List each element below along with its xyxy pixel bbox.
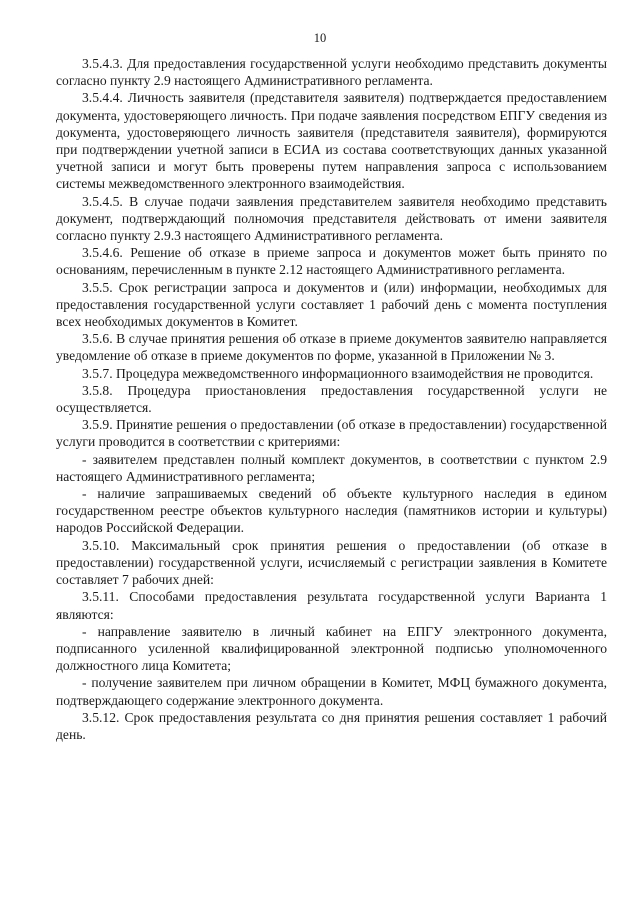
paragraph-3-5-4-3: 3.5.4.3. Для предоставления государственной услуги необходимо представить документы согласно пункту 2.9 настоящего Административного регламента. [56, 56, 607, 89]
criteria-list-item: - наличие запрашиваемых сведений об объекте культурного наследия в едином государственном реестре объектов культурного наследия (памятников истории и культуры) народов Российской Федерации. [56, 486, 607, 536]
paragraph-3-5-6: 3.5.6. В случае принятия решения об отказе в приеме документов заявителю направляется уведомление об отказе в приеме документов по форме, указанной в Приложении № 3. [56, 331, 607, 364]
result-method-list-item: - получение заявителем при личном обращении в Комитет, МФЦ бумажного документа, подтверждающего содержание электронного документа. [56, 675, 607, 708]
result-method-list-item: - направление заявителю в личный кабинет на ЕПГУ электронного документа, подписанного усиленной квалифицированной электронной подписью уполномоченного должностного лица Комитета; [56, 623, 607, 674]
paragraph-3-5-4-5: 3.5.4.5. В случае подачи заявления представителем заявителя необходимо представить документ, подтверждающий полномочия представителя действовать от имени заявителя согласно пункту 2.9.3 настоящего Административного регламента. [56, 193, 607, 244]
paragraph-3-5-10: 3.5.10. Максимальный срок принятия решения о предоставлении (об отказе в предоставлении) государственной услуги, исчисляемый с регистрации заявления в Комитете составляет 7 рабочих дней: [56, 537, 607, 588]
paragraph-3-5-4-4: 3.5.4.4. Личность заявителя (представителя заявителя) подтверждается предоставлением документа, удостоверяющего личность. При подаче заявления посредством ЕПГУ сведения из документа, удостоверяющего личность заявителя (представителя заявителя), формируются при подтверждении учетной записи в ЕСИА из состава соответствующих данных указанной учетной записи и могут быть проверены путем направления запроса с использованием системы межведомственного электронного взаимодействия. [56, 90, 607, 192]
paragraph-3-5-7: 3.5.7. Процедура межведомственного информационного взаимодействия не проводится. [82, 365, 594, 381]
paragraph-3-5-9: 3.5.9. Принятие решения о предоставлении (об отказе в предоставлении) государственной услуги проводится в соответствии с критериями: [56, 417, 607, 450]
page-number: 10 [313, 31, 327, 45]
paragraph-3-5-11: 3.5.11. Способами предоставления результата государственной услуги Варианта 1 являются: [56, 589, 607, 622]
document-body [56, 55, 607, 743]
paragraph-3-5-12: 3.5.12. Срок предоставления результата со дня принятия решения составляет 1 рабочий день. [56, 709, 607, 742]
paragraph-3-5-5: 3.5.5. Срок регистрации запроса и документов и (или) информации, необходимых для предоставления государственной услуги составляет 1 рабочий день с момента поступления всех необходимых документов в Комитет. [56, 279, 607, 330]
paragraph-3-5-8: 3.5.8. Процедура приостановления предоставления государственной услуги не осуществляется. [56, 382, 607, 416]
criteria-list-item: - заявителем представлен полный комплект документов, в соответствии с пунктом 2.9 настоящего Административного регламента; [56, 451, 607, 484]
paragraph-3-5-4-6: 3.5.4.6. Решение об отказе в приеме запроса и документов может быть принято по основаниям, перечисленным в пункте 2.12 настоящего Административного регламента. [56, 245, 607, 278]
